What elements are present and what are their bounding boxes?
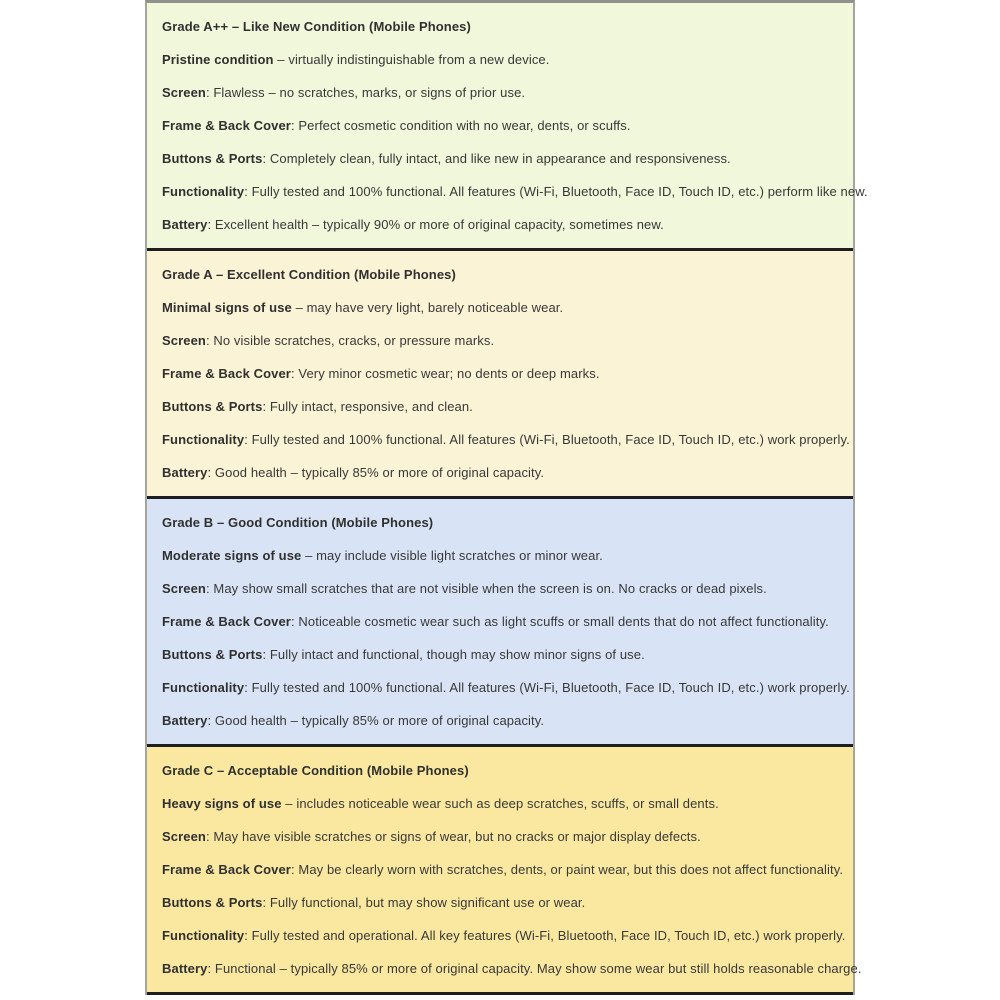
spec-text: : Flawless – no scratches, marks, or signs of prior use. [205, 85, 526, 100]
spec-line [162, 886, 838, 919]
spec-text: : Good health – typically 85% or more of original capacity. [207, 465, 545, 480]
spec-label: Frame & Back Cover [162, 366, 291, 381]
spec-label: Functionality [162, 680, 245, 695]
spec-label: Buttons & Ports [162, 151, 263, 166]
spec-text: : Fully tested and 100% functional. All features (Wi-Fi, Bluetooth, Face ID, Touch ID, etc.) perform like new. [244, 184, 868, 199]
spec-line [162, 787, 838, 820]
spec-line [162, 853, 844, 886]
spec-label: Screen [162, 333, 206, 348]
grade-section-grade-c [147, 747, 862, 995]
spec-label: Frame & Back Cover [162, 862, 291, 877]
spec-line [162, 43, 838, 76]
spec-label: Screen [162, 85, 206, 100]
spec-text: : Fully tested and 100% functional. All features (Wi-Fi, Bluetooth, Face ID, Touch ID, etc.) work properly. [244, 432, 850, 447]
spec-label: Buttons & Ports [162, 399, 263, 414]
spec-text: : Fully functional, but may show significant use or wear. [262, 895, 586, 910]
spec-text: : Fully tested and 100% functional. All features (Wi-Fi, Bluetooth, Face ID, Touch ID, etc.) work properly. [244, 680, 850, 695]
spec-line [162, 572, 838, 605]
spec-text: : Completely clean, fully intact, and like new in appearance and responsiveness. [262, 151, 731, 166]
spec-text: : Good health – typically 85% or more of original capacity. [207, 713, 545, 728]
section-title: Grade A – Excellent Condition (Mobile Phones) [162, 267, 456, 282]
spec-label: Buttons & Ports [162, 647, 263, 662]
spec-label: Frame & Back Cover [162, 614, 291, 629]
spec-text: – may include visible light scratches or minor wear. [301, 548, 603, 563]
spec-text: : No visible scratches, cracks, or pressure marks. [205, 333, 495, 348]
spec-label: Moderate signs of use [162, 548, 302, 563]
spec-label: Functionality [162, 432, 245, 447]
spec-line [162, 324, 838, 357]
grade-section-grade-a-plus-plus [147, 3, 868, 251]
spec-label: Heavy signs of use [162, 796, 282, 811]
spec-line [162, 919, 846, 952]
spec-text: : Fully intact, responsive, and clean. [262, 399, 473, 414]
spec-label: Battery [162, 961, 208, 976]
spec-line [162, 423, 850, 456]
spec-label: Frame & Back Cover [162, 118, 291, 133]
spec-line [162, 456, 838, 489]
spec-text: : May have visible scratches or signs of wear, but no cracks or major display defects. [205, 829, 701, 844]
spec-line [162, 952, 862, 985]
spec-line [162, 820, 838, 853]
spec-text: : Fully tested and operational. All key features (Wi-Fi, Bluetooth, Face ID, Touch ID, etc.) work properly. [244, 928, 846, 943]
spec-text: : May be clearly worn with scratches, dents, or paint wear, but this does not affect functionality. [290, 862, 844, 877]
section-title: Grade C – Acceptable Condition (Mobile Phones) [162, 763, 469, 778]
spec-line [162, 142, 838, 175]
spec-label: Functionality [162, 184, 245, 199]
spec-text: : Fully intact and functional, though may show minor signs of use. [262, 647, 645, 662]
spec-line [162, 671, 850, 704]
spec-line [162, 175, 868, 208]
spec-line [162, 638, 838, 671]
spec-label: Buttons & Ports [162, 895, 263, 910]
spec-text: : Perfect cosmetic condition with no wear, dents, or scuffs. [290, 118, 631, 133]
spec-line [162, 390, 838, 423]
spec-line [162, 357, 838, 390]
grade-section-grade-b [147, 499, 853, 747]
grading-sheet [145, 0, 868, 995]
spec-line [162, 208, 838, 241]
spec-label: Functionality [162, 928, 245, 943]
spec-text: : Excellent health – typically 90% or more of original capacity, sometimes new. [207, 217, 664, 232]
spec-text: – may have very light, barely noticeable wear. [291, 300, 564, 315]
spec-text: : Very minor cosmetic wear; no dents or deep marks. [290, 366, 600, 381]
section-title: Grade B – Good Condition (Mobile Phones) [162, 515, 434, 530]
spec-label: Screen [162, 581, 206, 596]
spec-line [162, 76, 838, 109]
spec-line [162, 539, 838, 572]
spec-label: Minimal signs of use [162, 300, 292, 315]
section-title: Grade A++ – Like New Condition (Mobile Phones) [162, 19, 471, 34]
spec-text: : Noticeable cosmetic wear such as light scuffs or small dents that do not affect functionality. [290, 614, 829, 629]
spec-label: Screen [162, 829, 206, 844]
spec-line [162, 291, 838, 324]
spec-label: Pristine condition [162, 52, 274, 67]
spec-text: – includes noticeable wear such as deep scratches, scuffs, or small dents. [281, 796, 719, 811]
spec-label: Battery [162, 713, 208, 728]
spec-text: – virtually indistinguishable from a new device. [273, 52, 550, 67]
spec-line [162, 704, 838, 737]
spec-label: Battery [162, 465, 208, 480]
grade-section-grade-a [147, 251, 853, 499]
spec-text: : Functional – typically 85% or more of original capacity. May show some wear but still holds reasonable charge. [207, 961, 862, 976]
spec-label: Battery [162, 217, 208, 232]
spec-text: : May show small scratches that are not visible when the screen is on. No cracks or dead pixels. [205, 581, 767, 596]
spec-line [162, 109, 838, 142]
spec-line [162, 605, 838, 638]
